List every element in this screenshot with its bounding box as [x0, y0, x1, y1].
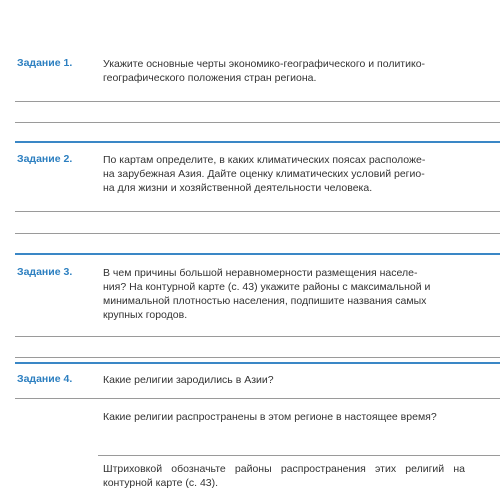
task-1-label: Задание 1.: [17, 57, 73, 69]
task-1-text: [103, 57, 465, 85]
answer-line: [15, 398, 500, 399]
task-3-line-4: крупных городов.: [103, 309, 188, 321]
task-3-line-2: ния? На контурной карте (с. 43) укажите районы с максимальной и: [103, 281, 431, 293]
task-1-line-1: Укажите основные черты экономико-географического и политико-: [103, 58, 426, 70]
task-3-text: [103, 266, 465, 322]
task-2-line-2: на зарубежная Азия. Дайте оценку климатических условий регио-: [103, 168, 425, 180]
answer-line: [15, 211, 500, 212]
answer-line: [15, 336, 500, 337]
task-4-question-2: Какие религии распространены в этом регионе в настоящее время?: [103, 411, 437, 423]
task-2-text: [103, 153, 465, 195]
section-separator: [15, 141, 500, 143]
task-3-line-3: минимальной плотностью населения, подпишите названия самых: [103, 295, 427, 307]
task-4-label: Задание 4.: [17, 373, 73, 385]
task-1-line-2: географического положения стран региона.: [103, 72, 317, 84]
answer-line: [98, 455, 500, 456]
answer-line: [15, 233, 500, 234]
answer-line: [15, 357, 500, 358]
task-2-label: Задание 2.: [17, 153, 73, 165]
section-separator: [15, 253, 500, 255]
answer-line: [15, 122, 500, 123]
section-separator: [15, 362, 500, 364]
task-2-line-1: По картам определите, в каких климатических поясах расположе-: [103, 154, 426, 166]
answer-line: [15, 101, 500, 102]
task-3-line-1: В чем причины большой неравномерности размещения населе-: [103, 267, 418, 279]
task-2-line-3: на для жизни и хозяйственной деятельности человека.: [103, 182, 373, 194]
task-4-question-3: Штриховкой обозначьте районы распространения этих религий на контурной карте (с. 43).: [103, 463, 465, 489]
task-3-label: Задание 3.: [17, 266, 73, 278]
task-4-question-1: Какие религии зародились в Азии?: [103, 374, 274, 386]
